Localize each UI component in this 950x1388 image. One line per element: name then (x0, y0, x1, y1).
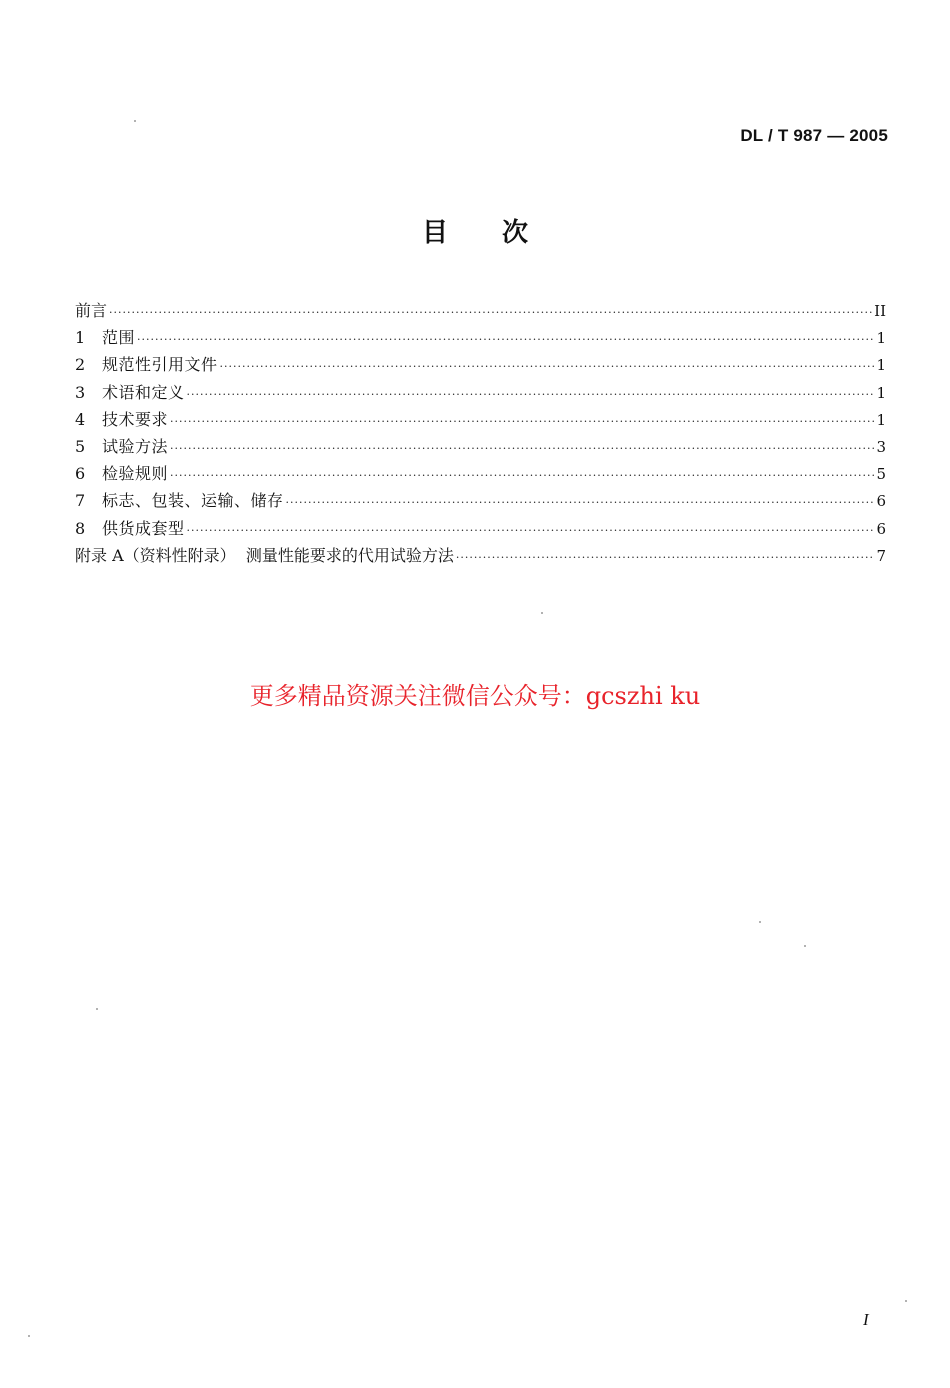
toc-entry[interactable] (75, 433, 886, 460)
page-number: I (863, 1310, 869, 1329)
toc-entry-label: 供货成套型 (102, 518, 185, 538)
scan-speck (96, 1008, 98, 1010)
scan-speck (28, 1335, 30, 1337)
scan-speck (759, 921, 761, 923)
toc-leader-dots (456, 544, 875, 571)
toc-entry-label: 附录 A（资料性附录） 测量性能要求的代用试验方法 (75, 545, 454, 565)
toc-entry-number: 3 (75, 382, 86, 402)
toc-entry-label: 技术要求 (102, 409, 169, 429)
toc-entry-page: 1 (876, 383, 886, 402)
toc-entry-number: 1 (75, 328, 86, 348)
wechat-notice: 更多精品资源关注微信公众号：gcszhi ku (249, 682, 701, 710)
toc-entry-page: 1 (876, 329, 886, 348)
toc-entry[interactable] (75, 542, 886, 569)
toc-leader-dots (220, 353, 875, 380)
toc-leader-dots (170, 462, 874, 489)
toc-entry[interactable] (75, 515, 886, 542)
scan-speck (541, 612, 543, 614)
toc-entry-page: 6 (876, 492, 886, 511)
scan-speck (134, 120, 136, 122)
toc-entry-page: II (874, 302, 886, 320)
toc-entry-label: 术语和定义 (102, 382, 185, 402)
toc-entry[interactable] (75, 460, 886, 487)
toc-entry-label: 检验规则 (102, 464, 169, 484)
toc-entry-number: 8 (75, 518, 86, 538)
table-of-contents (75, 297, 886, 569)
toc-entry-label: 范围 (102, 328, 136, 348)
toc-entry-page: 3 (876, 437, 886, 456)
toc-entry[interactable] (75, 487, 886, 514)
toc-entry[interactable] (75, 324, 886, 351)
toc-entry-number: 6 (75, 464, 86, 484)
toc-entry-number: 5 (75, 436, 86, 456)
toc-entry-label: 前言 (75, 301, 108, 320)
toc-leader-dots (109, 299, 872, 326)
toc-entry[interactable] (75, 297, 886, 324)
toc-entry[interactable] (75, 351, 886, 378)
toc-leader-dots (187, 381, 875, 408)
toc-leader-dots (286, 489, 875, 516)
toc-entry[interactable] (75, 406, 886, 433)
toc-entry-page: 7 (876, 546, 886, 565)
toc-entry-page: 6 (876, 519, 886, 538)
toc-entry-page: 1 (876, 410, 886, 429)
toc-entry-label: 标志、包装、运输、储存 (102, 491, 284, 511)
toc-entry-label: 试验方法 (102, 436, 169, 456)
toc-entry-page: 1 (876, 356, 886, 375)
toc-entry-label: 规范性引用文件 (102, 355, 218, 375)
toc-leader-dots (170, 435, 874, 462)
toc-entry-number: 2 (75, 355, 86, 375)
title-char-right: 次 (502, 218, 529, 248)
toc-leader-dots (170, 408, 874, 435)
standard-code: DL / T 987 — 2005 (740, 126, 888, 145)
page-title (0, 212, 950, 249)
toc-leader-dots (137, 326, 874, 353)
toc-entry-number: 4 (75, 409, 86, 429)
toc-entry-number: 7 (75, 491, 86, 511)
scan-speck (804, 945, 806, 947)
toc-entry[interactable] (75, 379, 886, 406)
scan-speck (905, 1300, 907, 1302)
toc-entry-page: 5 (876, 465, 886, 484)
title-char-left: 目 (421, 218, 448, 248)
toc-leader-dots (187, 517, 875, 544)
